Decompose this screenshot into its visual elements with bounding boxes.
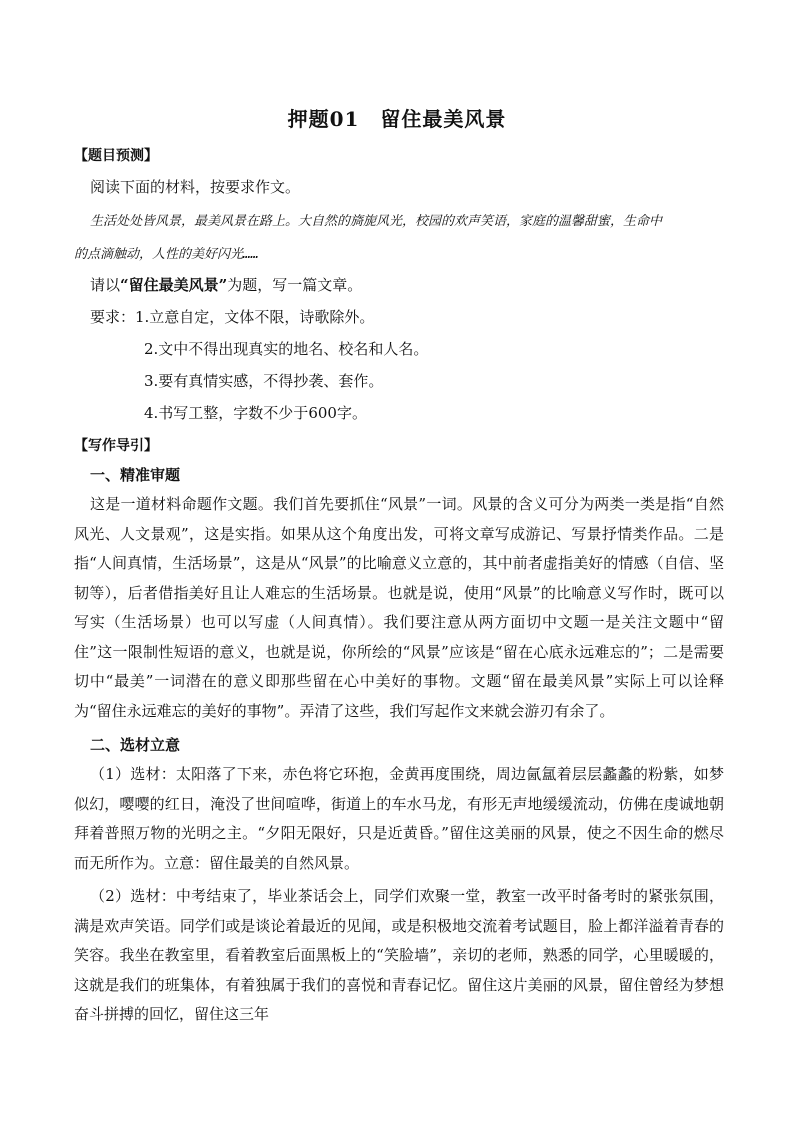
material-line-1: 生活处处皆风景，最美风景在路上。大自然的旖旎风光，校园的欢声笑语，家庭的温馨甜蜜，生命中	[90, 214, 663, 229]
prompt-prefix: 请以	[90, 276, 121, 294]
requirement-2: 2.文中不得出现真实的地名、校名和人名。	[144, 340, 429, 358]
page-title: 押题01 留住最美风景	[287, 107, 507, 131]
analysis-paragraph: 这是一道材料命题作文题。我们首先要抓住“风景”一词。风景的含义可分为两类一类是指“自然风光、人文景观”，这是实指。如果从这个角度出发，可将文章写成游记、写景抒情类作品。二是指“人间真情，生活场景”，这是从“风景”的比喻意义立意的，其中前者虚指美好的情感（自信、坚韧等），后者借指美好且让人难忘的生活场景。也就是说，使用“风景”的比喻意义写作时，既可以写实（生活场景）也可以写虚（人间真情）。我们要注意从两方面切中文题一是关注文题中“留住”这一限制性短语的意义，也就是说，你所绘的“风景”应该是“留在心底永远难忘的”；二是需要切中“最美”一词潜在的意义即那些留在心中美好的事物。文题“留在最美风景”实际上可以诠释为“留住永远难忘的美好的事物”。弄清了这些，我们写起作文来就会游刃有余了。	[74, 495, 724, 720]
section-label-prediction: 【题目预测】	[74, 148, 158, 164]
requirement-1: 要求：1.立意自定，文体不限，诗歌除外。	[90, 308, 375, 326]
heading-material-selection: 二、选材立意	[90, 736, 181, 754]
document-body	[74, 146, 724, 1034]
prompt-text	[74, 274, 724, 306]
prompt-title: “留住最美风景”	[120, 276, 228, 294]
material-paragraph-1: （1）选材：太阳落了下来，赤色将它环抱，金黄再度围绕，周边氤氲着层层蠡蠡的粉紫，如梦似幻，嘤嘤的红日，淹没了世间喧哗，街道上的车水马龙，有形无声地缓缓流动，仿佛在虔诚地朝拜着普照万物的光明之主。“夕阳无限好，只是近黄昏。”留住这美丽的风景，使之不因生命的燃尽而无所作为。立意：留住最美的自然风景。	[74, 765, 724, 872]
section-label-guide: 【写作导引】	[74, 438, 158, 454]
material-paragraph-2: （2）选材：中考结束了，毕业茶话会上，同学们欢聚一堂，教室一改平时备考时的紧张氛围，满是欢声笑语。同学们或是谈论着最近的见闻，或是积极地交流着考试题目，脸上都洋溢着青春的笑容。我坐在教室里，看着教室后面黑板上的“笑脸墙”，亲切的老师，熟悉的同学，心里暖暖的，这就是我们的班集体，有着独属于我们的喜悦和青春记忆。留住这片美丽的风景，留住曾经为梦想奋斗拼搏的回忆，留住这三年	[74, 887, 724, 1023]
prompt-suffix: 为题，写一篇文章。	[227, 276, 363, 294]
heading-topic-review: 一、精准审题	[90, 466, 181, 484]
requirement-4: 4.书写工整，字数不少于600字。	[144, 404, 367, 422]
requirement-3: 3.要有真情实感，不得抄袭、套作。	[144, 372, 384, 390]
material-line-2: 的点滴触动，人性的美好闪光……	[74, 247, 259, 262]
instruction-text: 阅读下面的材料，按要求作文。	[90, 178, 301, 196]
